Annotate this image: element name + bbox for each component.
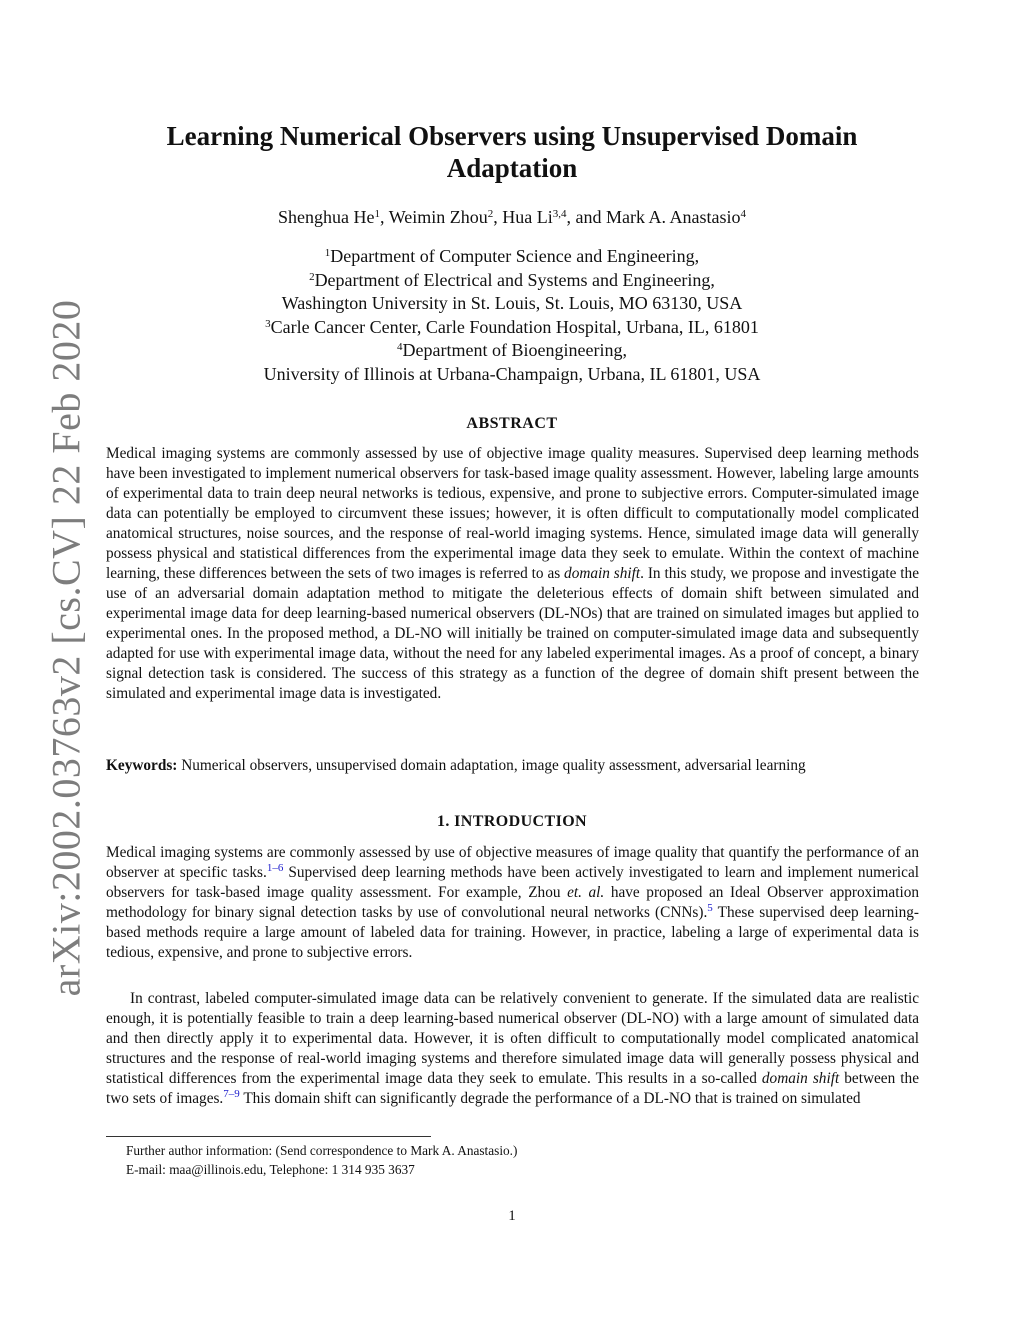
affiliation-line: $^4$Department of Bioengineering, xyxy=(397,340,627,360)
intro-paragraph-1: Medical imaging systems are commonly assessed by use of objective measures of image quality that quantify the performance of an observer at specific tasks.$^{1-6}$ Supervised deep learning methods have been actively investigated to learn and implement numerical observers for task-based image quality assessment. For example, Zhou et. al. have proposed an Ideal Observer approximation methodology for binary signal detection tasks by use of convolutional neural networks (CNNs).$^5$ These supervised deep learning-based methods require a large amount of labeled data for training. However, in practice, labeling a large of experimental data is tedious, expensive, and prone to subjective errors. xyxy=(106,844,920,961)
footnote-author-info: Further author information: (Send correspondence to Mark A. Anastasio.) xyxy=(126,1143,518,1158)
abstract-heading: ABSTRACT xyxy=(466,415,558,432)
citation-link[interactable]: 1–6 xyxy=(266,862,284,874)
paper-title: Learning Numerical Observers using Unsupervised Domain Adaptation xyxy=(166,121,858,183)
affiliation-line: $^2$Department of Electrical and Systems and Engineering, xyxy=(309,269,715,290)
keywords-line xyxy=(106,756,919,776)
keywords-label: Keywords: xyxy=(106,757,178,774)
arxiv-identifier-stamp: arXiv:2002.03763v2 [cs.CV] 22 Feb 2020 xyxy=(43,299,89,997)
keywords-text: Numerical observers, unsupervised domain adaptation, image quality assessment, adversarial learning xyxy=(177,757,806,774)
affiliation-line: $^3$Carle Cancer Center, Carle Foundation Hospital, Urbana, IL, 61801 xyxy=(265,316,759,337)
intro-paragraph-2: In contrast, labeled computer-simulated image data can be relatively convenient to generate. If the simulated data are realistic enough, it is potentially feasible to train a deep learning-based numerical observer (DL-NO) with a large amount of simulated data and then directly apply it to experimental data. However, it is often difficult to computationally model complicated anatomical structures and the response of real-world imaging systems and therefore simulated image data will generally possess physical and statistical differences from the experimental image data they seek to emulate. This results in a so-called domain shift between the two sets of images.$^{7-9}$ This domain shift can significantly degrade the performance of a DL-NO that is trained on simulated xyxy=(106,990,919,1107)
footnote-divider xyxy=(106,1136,431,1137)
affiliation-line: University of Illinois at Urbana-Champaign, Urbana, IL 61801, USA xyxy=(263,363,761,384)
page-number: 1 xyxy=(508,1208,516,1224)
citation-link[interactable]: 7–9 xyxy=(223,1088,240,1100)
author: Mark A. Anastasio$^4$ xyxy=(605,207,746,227)
section-heading-introduction: 1. INTRODUCTION xyxy=(436,813,587,830)
affiliation-line: Washington University in St. Louis, St. Louis, MO 63130, USA xyxy=(281,293,743,313)
affiliation-line: $^1$Department of Computer Science and Engineering, xyxy=(324,246,700,266)
author: Weimin Zhou$^2$, xyxy=(388,207,503,227)
author: Shenghua He$^1$, xyxy=(278,207,389,227)
author-list xyxy=(100,205,924,229)
abstract-body: Medical imaging systems are commonly assessed by use of objective image quality measures. Supervised deep learning methods have been investigated to implement numerical observers for task-based image quality assessment. However, labeling large amounts of experimental data to train deep neural networks is tedious, expensive, and prone to subjective errors. Computer-simulated image data can potentially be employed to circumvent these issues; however, it is often difficult to computationally model complicated anatomical structures, noise sources, and the response of real-world imaging systems. Hence, simulated image data will generally possess physical and statistical differences from the experimental image data they seek to emulate. Within the context of machine learning, these differences between the sets of two images is referred to as domain shift. In this study, we propose and investigate the use of an adversarial domain adaptation method to mitigate the deleterious effects of domain shift between simulated and experimental image data for deep learning-based numerical observers (DL-NOs) that are trained on simulated images but applied to experimental ones. In the proposed method, a DL-NO will initially be trained on computer-simulated image data and subsequently adapted for use with experimental image data, without the need for any labeled experimental images. As a proof of concept, a binary signal detection task is considered. The success of this strategy as a function of the degree of domain shift present between the simulated and experimental image data is investigated. xyxy=(106,445,919,702)
author: Hua Li$^{3,4}$, and xyxy=(502,207,606,227)
affiliation-list xyxy=(100,245,924,386)
citation-link[interactable]: 5 xyxy=(707,902,713,914)
footnote-contact: E-mail: maa@illinois.edu, Telephone: 1 314 935 3637 xyxy=(126,1162,415,1177)
